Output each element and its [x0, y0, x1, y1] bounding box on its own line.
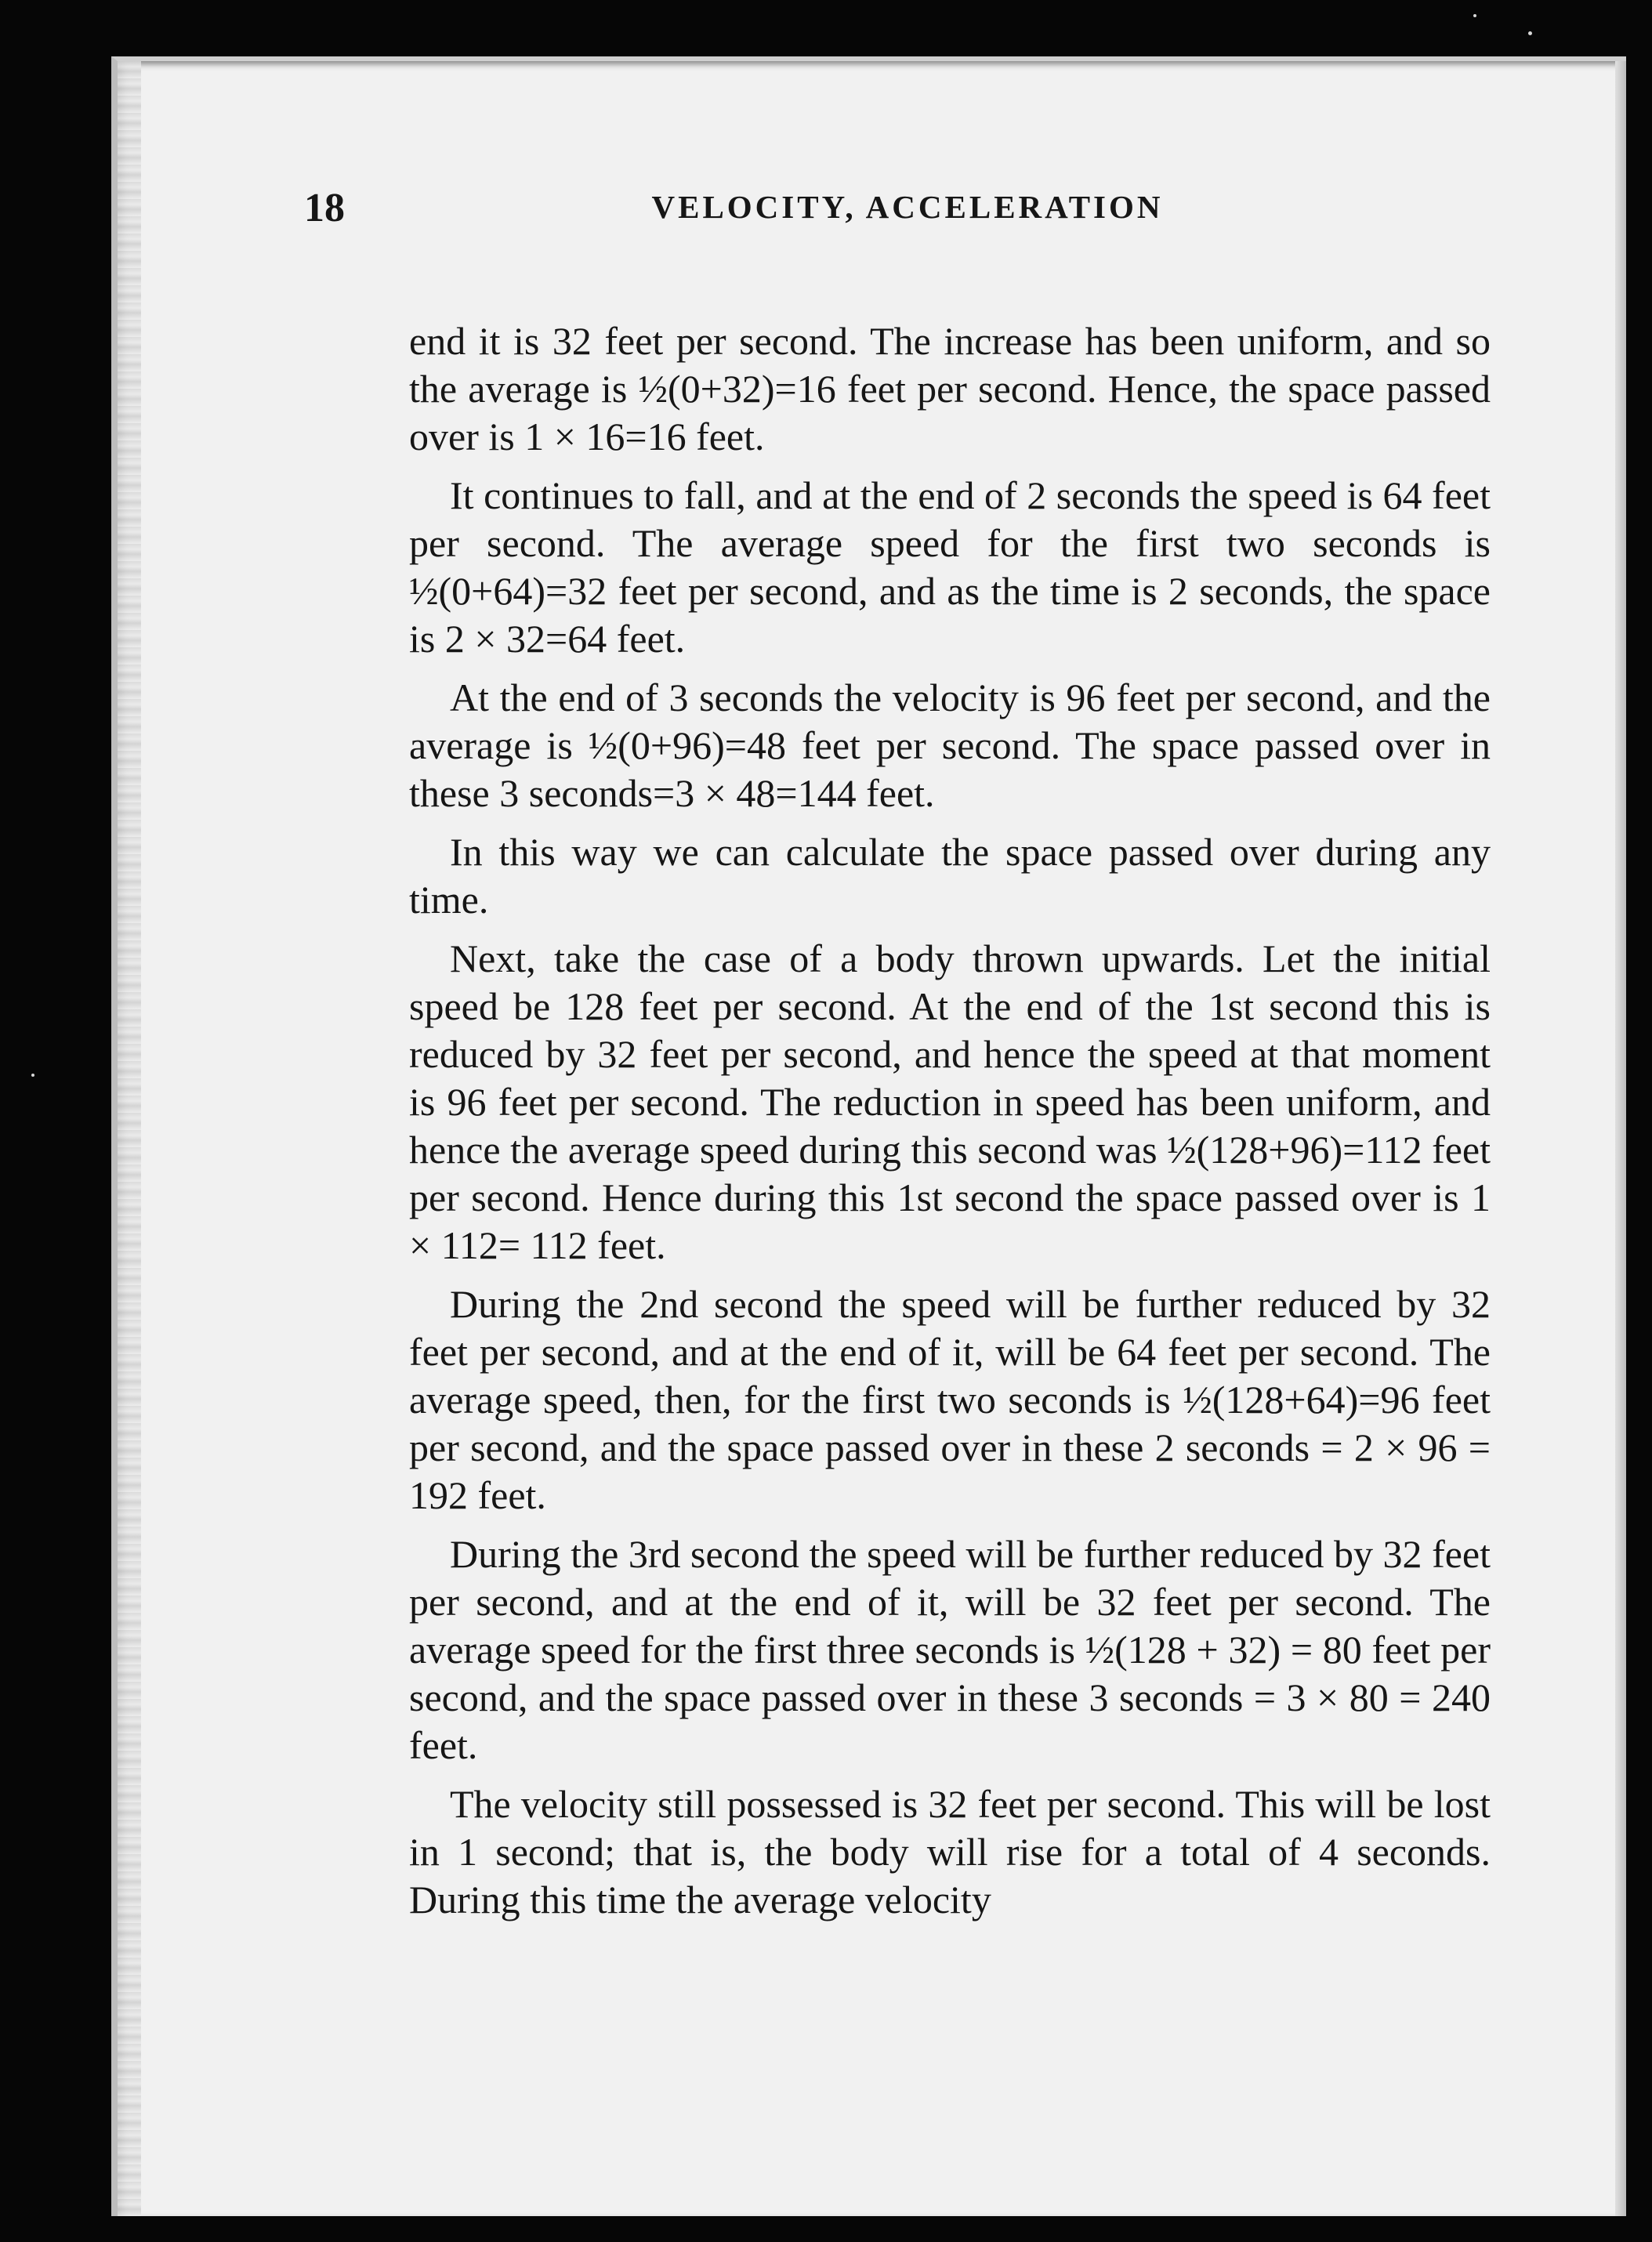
paragraph-7: During the 3rd second the speed will be further reduced by 32 feet per second, and at the end of it, will be 32 feet per second. The average speed for the first three seconds is ½(128 + 32) = 80 feet per second, and the space passed over in these 3 seconds = 3 × 80 = 240 feet. [409, 1532, 1491, 1767]
body-text [409, 317, 1491, 1935]
paragraph-4: In this way we can calculate the space passed over during any time. [409, 830, 1491, 922]
paragraph-2: It continues to fall, and at the end of 2 seconds the speed is 64 feet per second. The average speed for the first two seconds is ½(0+64)=32 feet per second, and as the time is 2 seconds, the space is 2 × 32=64 feet. [409, 473, 1491, 661]
running-head [304, 185, 1511, 255]
page-number: 18 [304, 186, 345, 230]
running-title: VELOCITY, ACCELERATION [651, 189, 1164, 225]
paragraph-3: At the end of 3 seconds the velocity is 96 feet per second, and the average is ½(0+96)=48 feet per second. The space passed over in these 3 seconds=3 × 48=144 feet. [409, 675, 1491, 815]
paragraph-5: Next, take the case of a body thrown upwards. Let the initial speed be 128 feet per second. At the end of the 1st second this is reduced by 32 feet per second, and hence the speed at that moment is 96 feet per second. The reduction in speed has been uniform, and hence the average speed during this second was ½(128+96)=112 feet per second. Hence during this 1st second the space passed over is 1 × 112= 112 feet. [409, 936, 1491, 1267]
paragraph-8: The velocity still possessed is 32 feet per second. This will be lost in 1 second; that is, the body will rise for a total of 4 seconds. During this time the average velocity [409, 1782, 1491, 1921]
page-right-edge [1615, 61, 1626, 2216]
dust-speck [1528, 31, 1532, 35]
page-binding-edge [118, 61, 141, 2216]
dust-speck [31, 1074, 34, 1077]
paragraph-1: end it is 32 feet per second. The increase has been uniform, and so the average is ½(0+32)=16 feet per second. Hence, the space passed over is 1 × 16=16 feet. [409, 319, 1491, 458]
paragraph-6: During the 2nd second the speed will be further reduced by 32 feet per second, and at the end of it, will be 64 feet per second. The average speed, then, for the first two seconds is ½(128+64)=96 feet per second, and the space passed over in these 2 seconds = 2 × 96 = 192 feet. [409, 1282, 1491, 1517]
dust-speck [1473, 14, 1476, 17]
